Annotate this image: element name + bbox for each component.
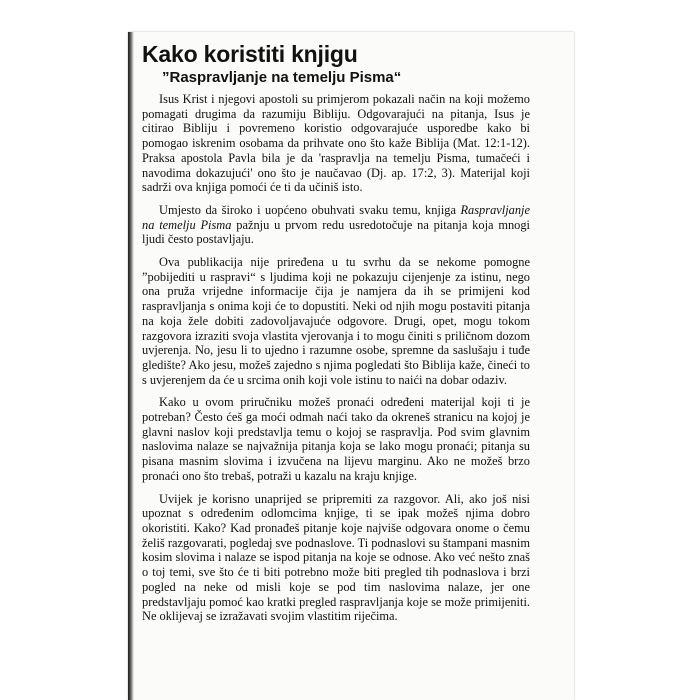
paragraph-4	[142, 395, 530, 483]
paragraph-3	[142, 255, 530, 387]
body-text	[142, 92, 530, 624]
book-page	[128, 32, 574, 700]
paragraph-1-text: Isus Krist i njegovi apostoli su primjerom pokazali način na koji možemo pomagati drugima da razumiju Bibliju. Odgovarajući na pitanja, Isus je citirao Bibliju i povremeno koristio odgovarajuće usporedbe kako bi pomogao iskrenim osobama da prihvate ono što kaže Biblija (Mat. 12:1-12). Praksa apostola Pavla bila je da 'raspravlja na temelju Pisma, tumačeći i navodima dokazujući' ono što je naučavao (Dj. ap. 17:2, 3). Materijal koji sadrži ova knjiga pomoći će ti da učiniš isto.	[142, 92, 530, 195]
page-content	[142, 40, 530, 628]
paragraph-1	[142, 92, 530, 195]
page-title: Kako koristiti knjigu	[142, 41, 358, 67]
page-binding-shadow	[128, 32, 134, 700]
paragraph-5-text: Uvijek je korisno unaprijed se pripremiti za razgovor. Ali, ako još nisi upoznat s određenim odlomcima knjige, ti se ipak možeš njima dobro okoristiti. Kako? Kad pronađeš pitanje koje najviše odgovara onome o čemu želiš razgovarati, pogledaj sve podnaslove. Ti podnaslovi su štampani masnim kosim slovima i nalaze se ispod pitanja na koje se odnose. Ako već nešto znaš o toj temi, sve što će ti biti potrebno može biti pregled tih podnaslova i brzi pogled na neke od misli koje se pod tim naslovima nalaze, jer one predstavljaju pomoć kao kratki pregled raspravljanja koje se može primijeniti. Ne oklijevaj se izražavati svojim vlastitim riječima.	[142, 491, 530, 624]
paragraph-2-text-b: pažnju u prvom redu usredotočuje na pitanja koja mnogi ljudi često postavljaju.	[142, 217, 530, 247]
paragraph-4-text: Kako u ovom priručniku možeš pronaći određeni materijal koji ti je potreban? Često ćeš ga moći odmah naći tako da okreneš stranicu na kojoj je glavni naslov koji predstavlja temu o kojoj se raspravlja. Pod svim glavnim naslovima nalaze se najvažnija pitanja koja se lako mogu pronaći; pitanja su pisana masnim slovima i izvučena na lijevu marginu. Ako ne možeš brzo pronaći ono što trebaš, potraži u kazalu na kraju knjige.	[142, 395, 530, 483]
page-subtitle: ”Raspravljanje na temelju Pisma“	[162, 69, 402, 86]
paragraph-2	[142, 203, 530, 247]
paragraph-2-text-a: Umjesto da široko i uopćeno obuhvati svaku temu, knjiga	[159, 202, 461, 217]
paragraph-5	[142, 492, 530, 624]
book-title-italic: Raspravljanje na temelju Pisma	[142, 202, 530, 232]
paragraph-3-text: Ova publikacija nije priređena u tu svrhu da se nekome pomogne ”pobijediti u raspravi“ s ljudima koji ne pokazuju cijenjenje za istinu, nego ona pruža vrijedne informacije čija je namjera da ih se primijeni kod raspravljanja s onima koji će to dopustiti. Neki od njih mogu postaviti pitanja na koja žele dobiti zadovoljavajuće odgovore. Drugi, opet, mogu tokom razgovora izraziti svoja vlastita vjerovanja i to mogu činiti s priličnom dozom uvjerenja. No, jesu li to ujedno i razumne osobe, spremne da saslušaju i tuđe gledište? Ako jesu, možeš zajedno s njima pogledati što Biblija kaže, čineći to s uvjerenjem da će u srcima onih koji vole istinu to naići na dobar odaziv.	[142, 255, 530, 387]
